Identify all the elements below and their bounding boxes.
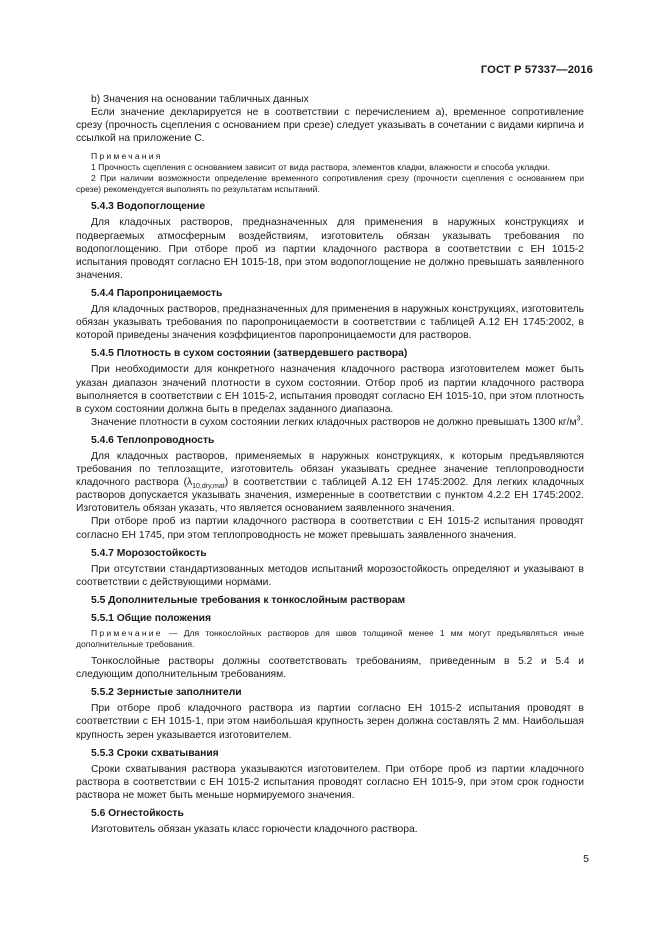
note-2: 2 При наличии возможности определение временного сопротивления срезу (прочности сцепления с основанием при срезе) рекомендуется выполнять по результатам испытаний.: [76, 173, 584, 195]
section-5-5-1-note: [76, 628, 584, 650]
paragraph: При необходимости для конкретного назначения кладочного раствора изготовителем может быть указан диапазон значений плотности в сухом состоянии. Отбор проб из партии кладочного раствора выполняется в соответствии с ЕН 1015-2, испытания проводят согласно ЕН 1015-10, при этом плотность в сухом состоянии должна быть в пределах заданного диапазона.: [76, 364, 584, 415]
section-5-4-5-heading: 5.4.5 Плотность в сухом состоянии (затвердевшего раствора): [91, 348, 408, 360]
section-5-5-heading: 5.5 Дополнительные требования к тонкослойным растворам: [91, 594, 406, 606]
section-5-5-1-heading: 5.5.1 Общие положения: [91, 613, 211, 624]
note-text: — Для тонкослойных растворов для швов толщиной менее 1 мм могут предъявляться иные дополнительные требования.: [76, 628, 584, 650]
paragraph: При отборе проб из партии кладочного раствора в соответствии с ЕН 1015-2 испытания проводят согласно ЕН 1745, при этом теплопроводность не может превышать заявленного значения.: [76, 516, 584, 541]
section-5-4-4-heading: 5.4.4 Паропроницаемость: [91, 287, 223, 299]
list-item-b: b) Значения на основании табличных данных: [91, 94, 309, 105]
section-5-5-3-heading: 5.5.3 Сроки схватывания: [91, 747, 219, 759]
paragraph: Тонкослойные растворы должны соответствовать требованиям, приведенным в 5.2 и 5.4 и следующим дополнительным требованиям.: [76, 656, 584, 681]
text: ) в соответствии с таблицей А.12 ЕН 1745:2002. Для легких кладочных растворов допускается указывать значения, измеренные в соответствии с пунктом 4.2.2 ЕН 1745:2002. Изготовитель обязан указать, что является основанием заявленного значения.: [76, 477, 584, 515]
section-5-4-3-heading: 5.4.3 Водопоглощение: [91, 201, 206, 213]
section-5-5-2-heading: 5.5.2 Зернистые заполнители: [91, 687, 242, 699]
subscript: 10,dry,mat: [192, 483, 225, 491]
paragraph: Сроки схватывания раствора указываются изготовителем. При отборе проб из партии кладочного раствора в соответствии с ЕН 1015-2 испытания проводят согласно ЕН 1015-9, при этом срок годности раствора не может быть меньше нормируемого значения.: [76, 763, 584, 801]
paragraph: Для кладочных растворов, предназначенных для применения в наружных конструкциях, изготовитель обязан указывать требования по паропроницаемости в соответствии с таблицей А.12 ЕН 1745:2002, в которой приведены значения коэффициентов паропроницаемости для растворов.: [76, 304, 584, 342]
paragraph: Изготовитель обязан указать класс горючести кладочного раствора.: [91, 824, 418, 836]
page-number: 5: [583, 853, 589, 865]
superscript: 3: [576, 415, 581, 423]
text: .: [580, 416, 584, 428]
section-5-4-6-heading: 5.4.6 Теплопроводность: [91, 434, 215, 446]
paragraph: Если значение декларируется не в соответствии с перечислением а), временное сопротивление срезу (прочность сцепления с основанием при срезе) следует указывать в сочетании с видами кирпича и ссылкой на приложение С.: [76, 107, 584, 145]
paragraph: Для кладочных растворов, предназначенных для применения в наружных конструкциях и подвергаемых атмосферным воздействиям, изготовитель обязан указывать требования по водопоглощению. При отборе проб из партии кладочного раствора в соответствии с ЕН 1015-2 испытания проводят согласно ЕН 1015-18, при этом водопоглощение не должно превышать заявленного значения.: [76, 217, 584, 281]
section-5-6-heading: 5.6 Огнестойкость: [91, 808, 184, 820]
paragraph: При отборе проб кладочного раствора из партии согласно ЕН 1015-2 испытания проводят в соответствии с ЕН 1015-1, при этом наибольшая крупность зерен должна составлять 2 мм. Наибольшая крупность зерен указывается изготовителем.: [76, 703, 584, 741]
paragraph: При отсутствии стандартизованных методов испытаний морозостойкость определяют и указывают в соответствии с действующими нормами.: [76, 563, 584, 588]
note-1: 1 Прочность сцепления с основанием зависит от вида раствора, элементов кладки, влажности и способа укладки.: [91, 162, 550, 173]
document-code: ГОСТ Р 57337—2016: [480, 64, 593, 76]
document-body: [76, 93, 584, 836]
notes-title: Примечания: [91, 151, 163, 162]
paragraph: [76, 416, 584, 429]
text: Для кладочных растворов, применяемых в наружных конструкциях, к которым предъявляются требования по теплозащите, изготовитель обязан указывать среднее значение теплопроводности кладочного раствора (λ: [76, 450, 584, 489]
text: Значение плотности в сухом состоянии легких кладочных растворов не должно превышать 1300 кг/м: [91, 416, 577, 428]
section-5-4-7-heading: 5.4.7 Морозостойкость: [91, 547, 207, 559]
paragraph: [76, 450, 584, 515]
note-label: Примечание: [91, 628, 163, 639]
